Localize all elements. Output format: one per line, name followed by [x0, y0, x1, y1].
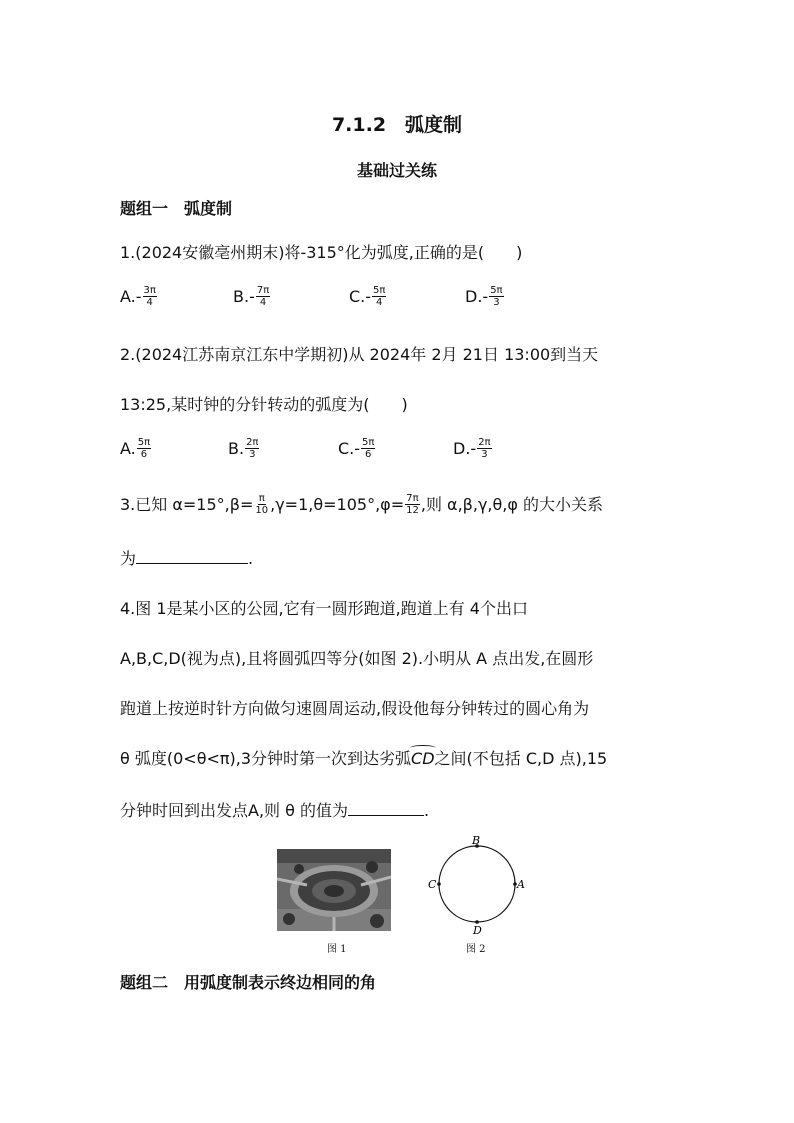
- fraction-beta: $\frac{\pi}{10}$: [255, 493, 269, 516]
- option-prefix: A.-: [120, 287, 142, 306]
- figure-2-caption: 图 2: [466, 944, 486, 955]
- q1-option-d[interactable]: [465, 286, 505, 309]
- question-4-line-5: [120, 798, 429, 821]
- option-prefix: D.-: [465, 287, 489, 306]
- arc-mark: [410, 745, 436, 751]
- group-two-heading: 题组二 用弧度制表示终边相同的角: [120, 973, 377, 992]
- answer-blank-q4[interactable]: [348, 801, 424, 816]
- q3-text-part: ,γ=1,θ=105°,φ=: [270, 495, 405, 514]
- point-d-label: D: [473, 924, 482, 936]
- q3-text-part: 3.已知 α=15°,β=: [120, 495, 254, 514]
- point-b-label: B: [472, 836, 481, 847]
- q1-option-c[interactable]: [349, 286, 387, 309]
- q1-option-a[interactable]: [120, 286, 158, 309]
- q2-option-c[interactable]: [338, 438, 376, 461]
- arc-cd-label: CD: [411, 749, 435, 768]
- q2-option-d[interactable]: [453, 438, 493, 461]
- q3-text-part: .: [248, 549, 254, 568]
- point-c-label: C: [428, 878, 437, 891]
- question-3-line-2: [120, 546, 253, 569]
- page-title: 7.1.2 弧度制: [331, 114, 463, 136]
- fraction: $\frac{2\pi}{3}$: [246, 437, 259, 460]
- option-prefix: C.-: [338, 439, 361, 458]
- park-photo-drawing: [277, 849, 391, 931]
- question-4-line-4: [120, 746, 607, 769]
- fraction: $\frac{5\pi}{6}$: [362, 437, 375, 460]
- question-3-line-1: [120, 492, 603, 517]
- question-2-line-2: 13:25,某时钟的分针转动的弧度为( ): [120, 395, 408, 414]
- option-prefix: B.-: [233, 287, 255, 306]
- fraction: $\frac{5\pi}{6}$: [137, 437, 151, 460]
- q2-option-a[interactable]: [120, 438, 152, 461]
- q4-text-part: 之间(不包括 C,D 点),15: [434, 749, 608, 768]
- option-prefix: A.: [120, 439, 136, 458]
- group-one-heading: 题组一 弧度制: [120, 199, 233, 218]
- point-c-dot: [437, 882, 441, 886]
- q3-text-part: 为: [120, 549, 137, 568]
- figure-1-caption: 图 1: [327, 944, 347, 955]
- park-photo: [277, 849, 391, 931]
- option-prefix: D.-: [453, 439, 477, 458]
- fraction: $\frac{7\pi}{4}$: [256, 285, 270, 308]
- track-circle: [439, 846, 515, 922]
- point-a-label: A: [517, 878, 525, 891]
- question-4-line-1: 4.图 1是某小区的公园,它有一圆形跑道,跑道上有 4个出口: [120, 599, 528, 618]
- section-subtitle: 基础过关练: [356, 161, 437, 180]
- fraction: $\frac{3\pi}{4}$: [143, 285, 156, 308]
- answer-blank-q3[interactable]: [136, 549, 248, 564]
- fraction-phi: $\frac{7\pi}{12}$: [406, 493, 419, 516]
- q3-text-part: ,则 α,β,γ,θ,φ 的大小关系: [420, 495, 604, 514]
- fraction: $\frac{5\pi}{3}$: [490, 285, 503, 308]
- q4-text-part: 分钟时回到出发点A,则 θ 的值为: [120, 801, 348, 820]
- option-prefix: C.-: [349, 287, 372, 306]
- circle-diagram: [420, 836, 530, 936]
- question-1-text: 1.(2024安徽亳州期末)将-315°化为弧度,正确的是( ): [120, 243, 523, 262]
- q2-option-b[interactable]: [228, 438, 260, 461]
- question-4-line-2: A,B,C,D(视为点),且将圆弧四等分(如图 2).小明从 A 点出发,在圆形: [120, 649, 594, 668]
- question-4-line-3: 跑道上按逆时针方向做匀速圆周运动,假设他每分钟转过的圆心角为: [120, 699, 590, 718]
- q4-text-part: θ 弧度(0<θ<π),3分钟时第一次到达劣弧: [120, 749, 412, 768]
- q1-option-b[interactable]: [233, 286, 271, 309]
- fraction: $\frac{5\pi}{4}$: [373, 285, 386, 308]
- fraction: $\frac{2\pi}{3}$: [478, 437, 491, 460]
- question-2-line-1: 2.(2024江苏南京江东中学期初)从 2024年 2月 21日 13:00到当天: [120, 345, 599, 364]
- q4-text-part: .: [424, 801, 430, 820]
- option-prefix: B.: [228, 439, 245, 458]
